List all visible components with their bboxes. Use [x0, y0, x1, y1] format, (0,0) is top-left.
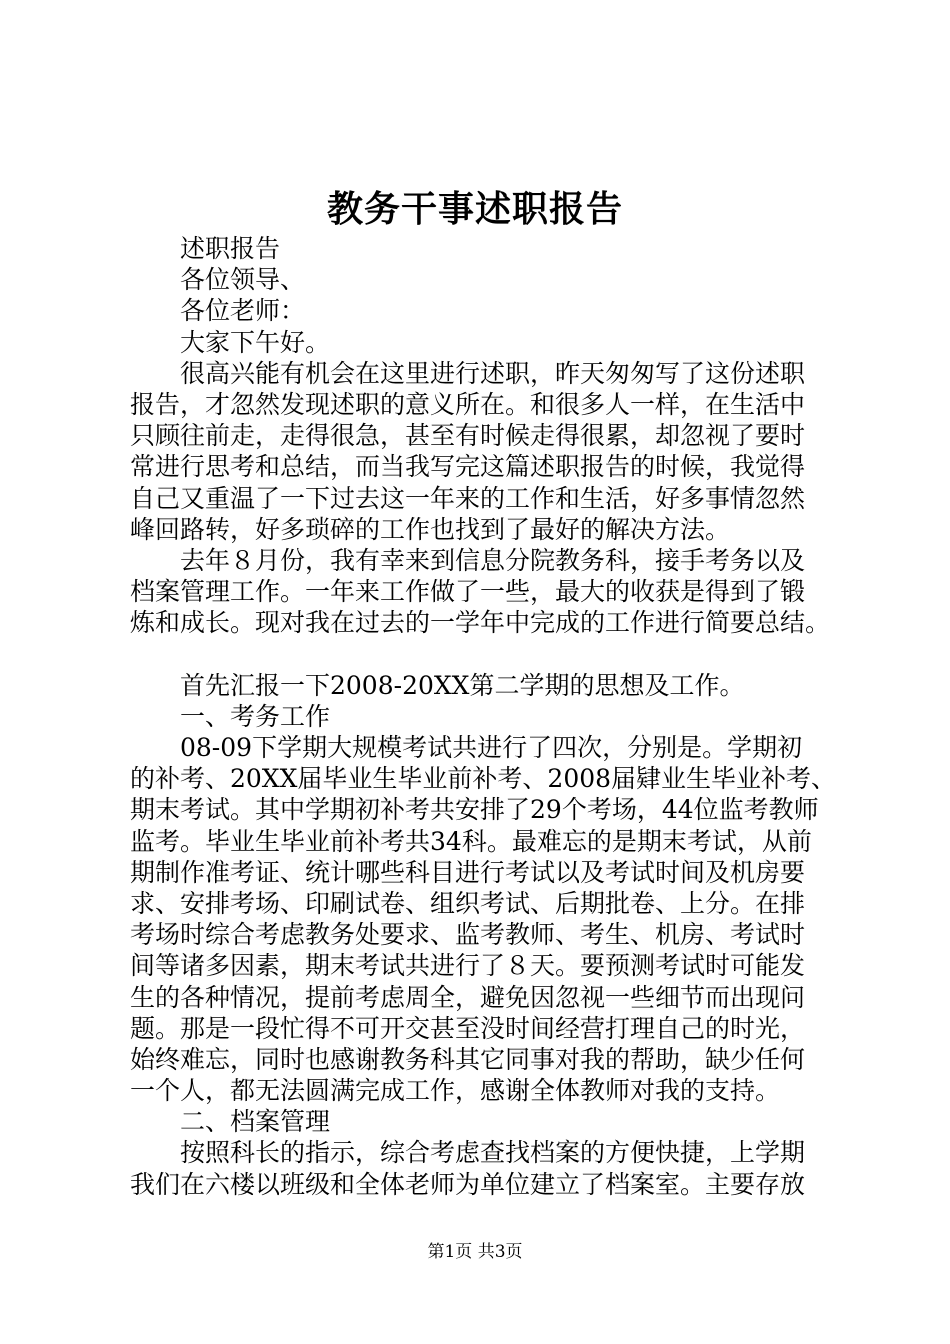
body-line: 题。那是一段忙得不可开交甚至没时间经营打理自己的时光，	[130, 1013, 806, 1043]
body-line: 考场时综合考虑教务处要求、监考教师、考生、机房、考试时	[130, 920, 806, 950]
body-line: 只顾往前走，走得很急，甚至有时候走得很累，却忽视了要时	[130, 421, 806, 451]
body-line: 去年８月份，我有幸来到信息分院教务科，接手考务以及	[180, 545, 806, 575]
body-line: 很高兴能有机会在这里进行述职，昨天匆匆写了这份述职	[180, 358, 806, 388]
body-line: 自己又重温了一下过去这一年来的工作和生活，好多事情忽然	[130, 483, 806, 513]
document-title: 教务干事述职报告	[326, 188, 623, 230]
body-line: 报告，才忽然发现述职的意义所在。和很多人一样，在生活中	[130, 389, 806, 419]
body-line: 期末考试。其中学期初补考共安排了29个考场，44位监考教师	[130, 795, 819, 825]
body-line: 间等诸多因素，期末考试共进行了８天。要预测考试时可能发	[130, 951, 806, 981]
page-footer: 第1页 共3页	[427, 1242, 523, 1262]
body-line: 各位领导、	[180, 265, 306, 295]
body-line: 我们在六楼以班级和全体老师为单位建立了档案室。主要存放	[130, 1169, 806, 1199]
body-line: 期制作准考证、统计哪些科目进行考试以及考试时间及机房要	[130, 857, 806, 887]
body-line: 常进行思考和总结，而当我写完这篇述职报告的时候，我觉得	[130, 452, 806, 482]
body-line: 首先汇报一下2008-20XX第二学期的思想及工作。	[180, 670, 745, 700]
blank-line	[130, 638, 830, 669]
body-line: 按照科长的指示，综合考虑查找档案的方便快捷，上学期	[180, 1138, 806, 1168]
body-line: 大家下午好。	[180, 327, 331, 357]
document-body	[130, 233, 837, 1200]
body-line: 述职报告	[180, 234, 281, 263]
body-line: 档案管理工作。一年来工作做了一些，最大的收获是得到了锻	[130, 577, 806, 607]
body-line: 监考。毕业生毕业前补考共34科。最难忘的是期末考试，从前	[130, 826, 812, 856]
body-line: 峰回路转，好多琐碎的工作也找到了最好的解决方法。	[130, 514, 731, 544]
body-line: 一、考务工作	[180, 701, 331, 731]
body-line: 各位老师：	[180, 296, 306, 326]
body-line: 生的各种情况，提前考虑周全，避免因忽视一些细节而出现问	[130, 982, 806, 1012]
body-line: 一个人，都无法圆满完成工作，感谢全体教师对我的支持。	[130, 1076, 781, 1106]
body-line: 的补考、20XX届毕业生毕业前补考、2008届肄业生毕业补考、	[130, 764, 837, 794]
body-line: 炼和成长。现对我在过去的一学年中完成的工作进行简要总结。	[130, 608, 831, 638]
body-line: 求、安排考场、印刷试卷、组织考试、后期批卷、上分。在排	[130, 888, 806, 918]
body-line: 08-09下学期大规模考试共进行了四次，分别是。学期初	[180, 733, 803, 762]
body-line: 始终难忘，同时也感谢教务科其它同事对我的帮助，缺少任何	[130, 1044, 806, 1074]
body-line: 二、档案管理	[180, 1107, 331, 1137]
